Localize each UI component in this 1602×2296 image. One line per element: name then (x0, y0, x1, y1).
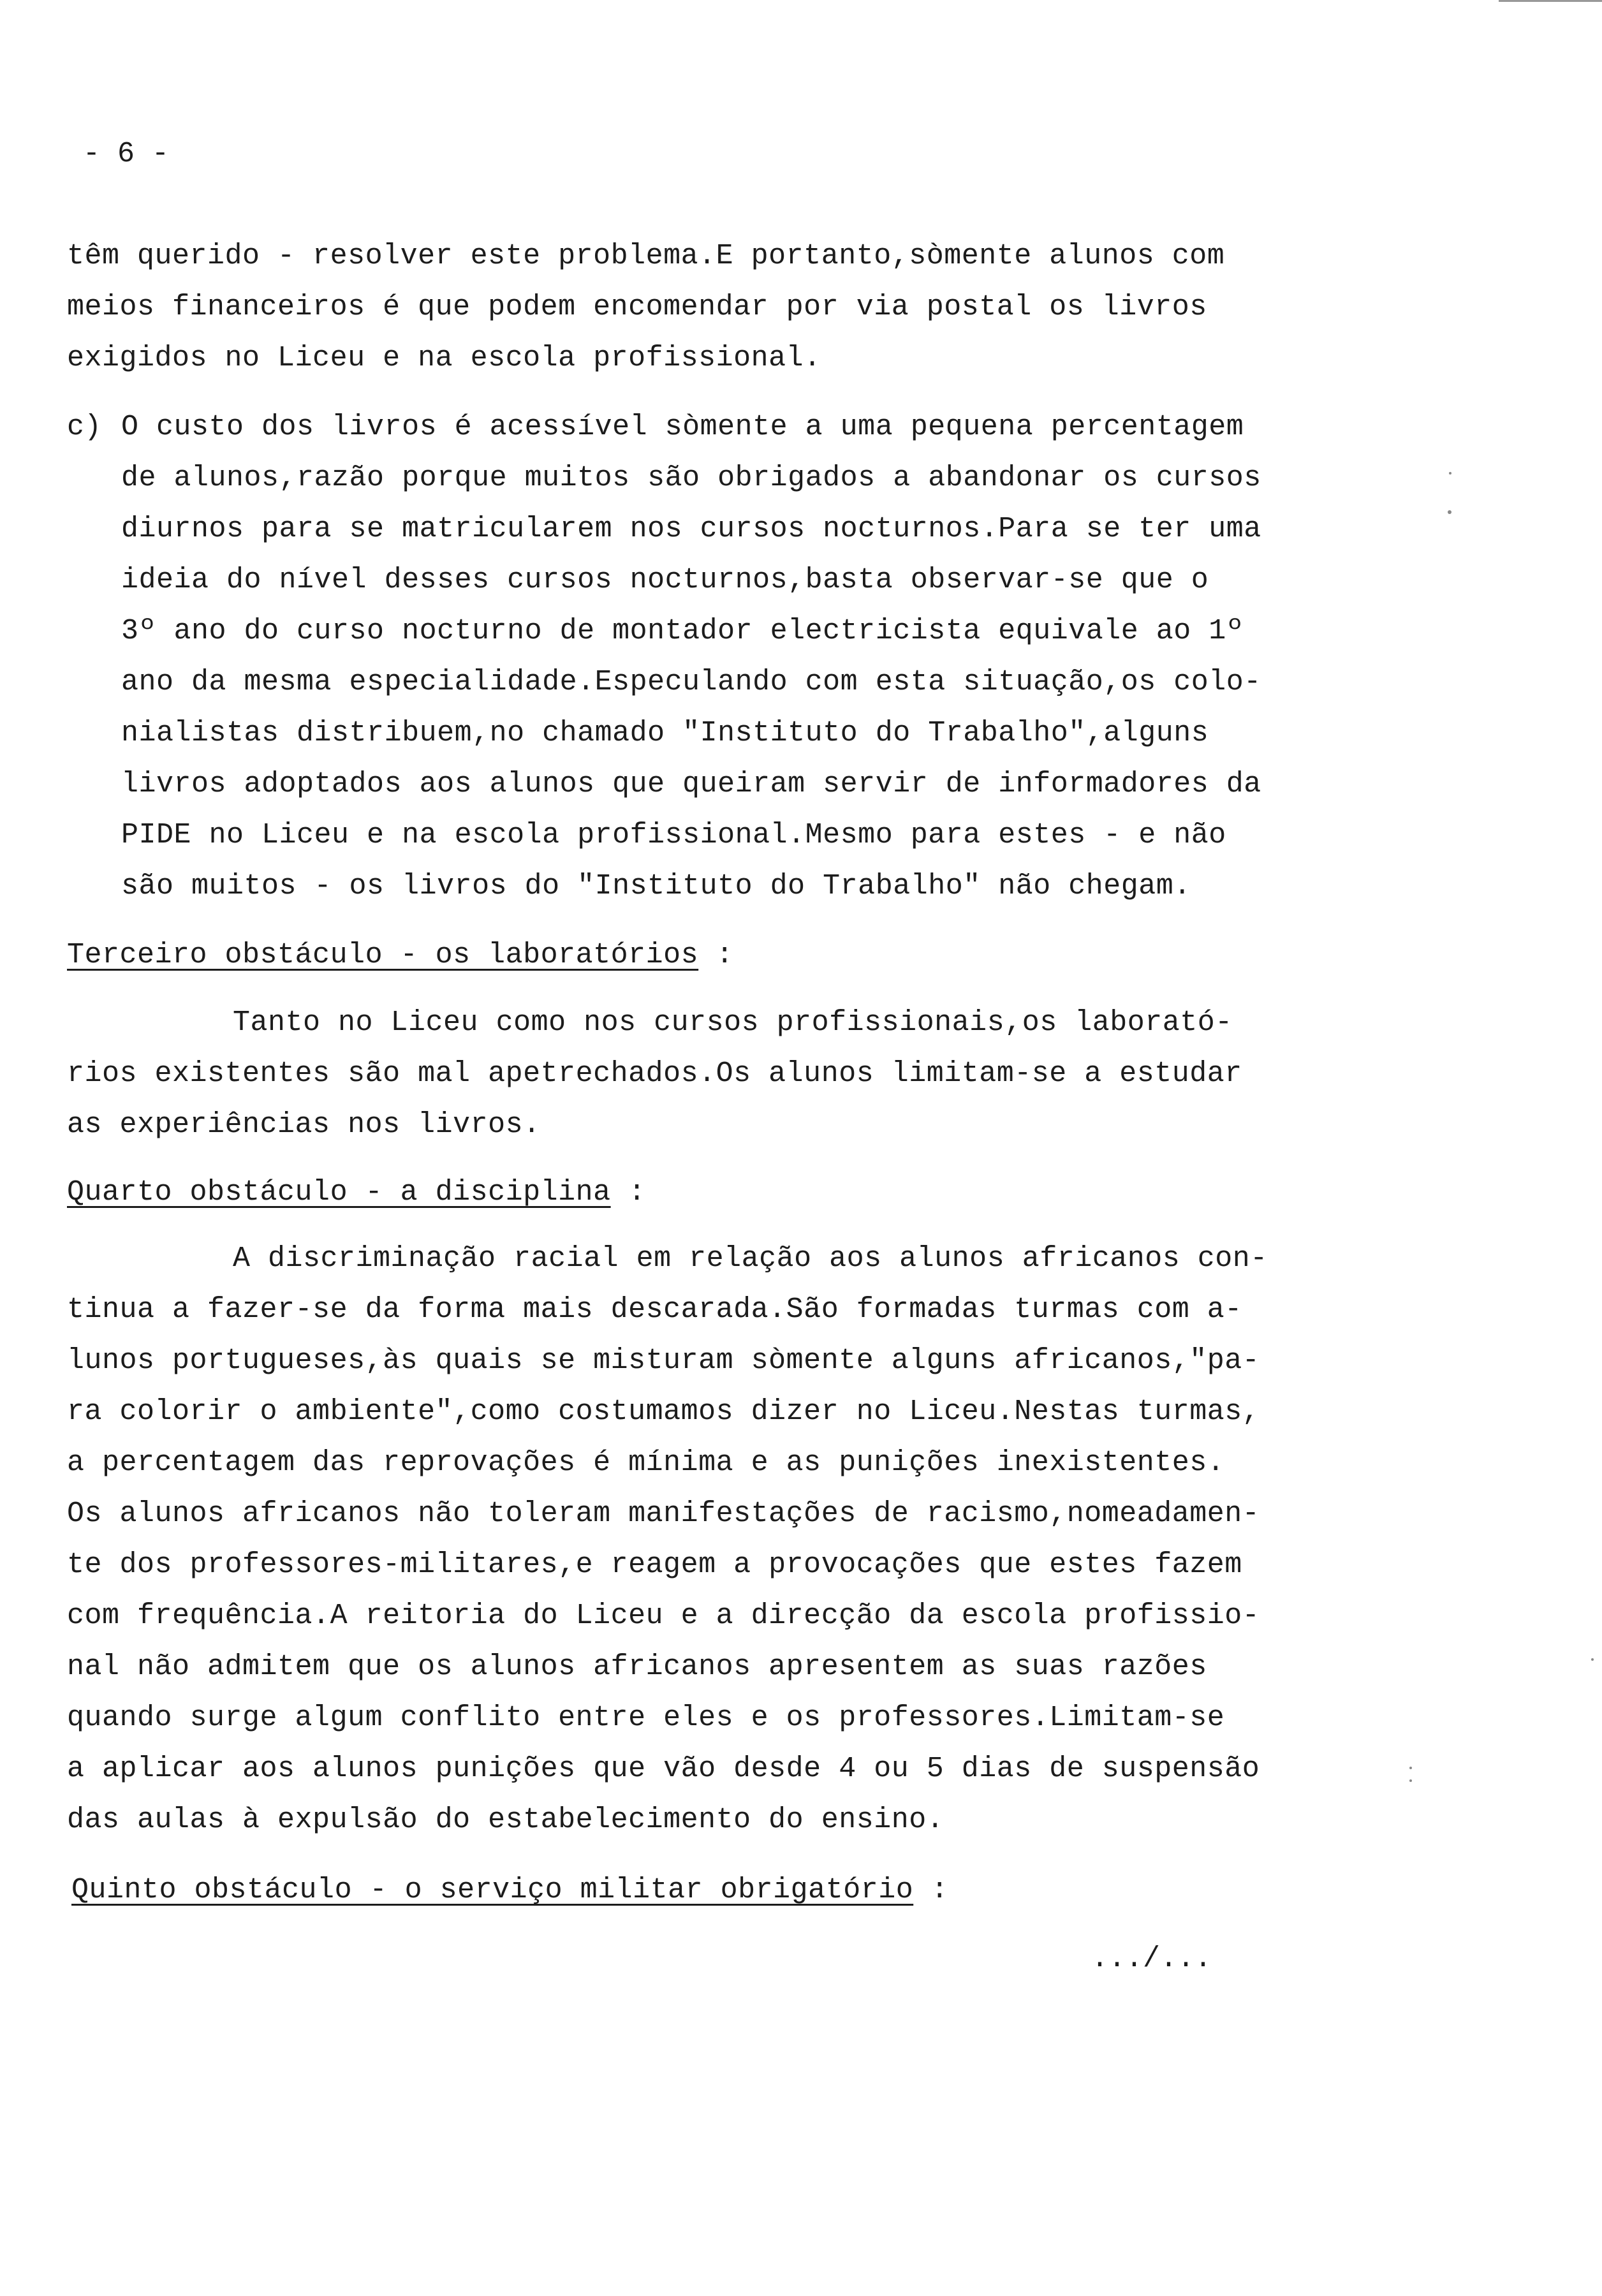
section4-line: A discriminação racial em relação aos alunos africanos con- (233, 1242, 1268, 1275)
section-heading-laboratorios (67, 936, 733, 975)
section3-line: rios existentes são mal apetrechados.Os alunos limitam-se a estudar (67, 1057, 1242, 1090)
heading-text: Quarto obstáculo - a disciplina (67, 1176, 611, 1209)
section4-line: ra colorir o ambiente",como costumamos dizer no Liceu.Nestas turmas, (67, 1395, 1260, 1428)
item-c-line: livros adoptados aos alunos que queiram servir de informadores da (121, 768, 1261, 800)
section4-line: Os alunos africanos não toleram manifestações de racismo,nomeadamen- (67, 1498, 1260, 1530)
item-c-line: são muitos - os livros do "Instituto do Trabalho" não chegam. (121, 870, 1191, 902)
section4-line: a percentagem das reprovações é mínima e as punições inexistentes. (67, 1446, 1225, 1479)
section4-line: nal não admitem que os alunos africanos apresentem as suas razões (67, 1651, 1207, 1683)
scan-speck (1448, 510, 1451, 514)
intro-line: meios financeiros é que podem encomendar por via postal os livros (67, 291, 1207, 323)
intro-line: exigidos no Liceu e na escola profissional. (67, 342, 821, 374)
section4-line: a aplicar aos alunos punições que vão desde 4 ou 5 dias de suspensão (67, 1753, 1260, 1785)
section-heading-servico-militar (71, 1871, 948, 1910)
scan-edge-mark (1499, 0, 1602, 2)
section4-line: quando surge algum conflito entre eles e os professores.Limitam-se (67, 1702, 1225, 1734)
item-c-line: nialistas distribuem,no chamado "Instituto do Trabalho",alguns (121, 717, 1209, 749)
section4-line: te dos professores-militares,e reagem a provocações que estes fazem (67, 1549, 1242, 1581)
section-heading-disciplina (67, 1174, 646, 1212)
section4-line: das aulas à expulsão do estabelecimento do ensino. (67, 1804, 944, 1836)
scan-speck (1409, 1767, 1412, 1769)
item-c-line: ideia do nível desses cursos nocturnos,basta observar-se que o (121, 564, 1209, 596)
item-c-line: 3º ano do curso nocturno de montador electricista equivale ao 1º (121, 615, 1244, 647)
heading-colon: : (628, 1176, 646, 1209)
heading-colon: : (930, 1874, 949, 1906)
scan-speck (1409, 1779, 1412, 1782)
section3-line: Tanto no Liceu como nos cursos profissionais,os laborató- (233, 1006, 1233, 1039)
section4-line: lunos portugueses,às quais se misturam sòmente alguns africanos,"pa- (67, 1344, 1260, 1377)
continuation-mark: .../... (1091, 1943, 1212, 1975)
section4-line: tinua a fazer-se da forma mais descarada.São formadas turmas com a- (67, 1293, 1242, 1326)
section4-line: com frequência.A reitoria do Liceu e a direcção da escola profissio- (67, 1600, 1260, 1632)
item-c-line: ano da mesma especialidade.Especulando com esta situação,os colo- (121, 666, 1261, 698)
item-c-line: PIDE no Liceu e na escola profissional.Mesmo para estes - e não (121, 819, 1226, 851)
section3-line: as experiências nos livros. (67, 1108, 541, 1141)
item-c-line: O custo dos livros é acessível sòmente a uma pequena percentagem (121, 411, 1244, 443)
scan-speck (1591, 1658, 1594, 1661)
list-marker-c: c) (67, 411, 102, 443)
intro-line: têm querido - resolver este problema.E portanto,sòmente alunos com (67, 240, 1225, 272)
heading-text: Quinto obstáculo - o serviço militar obrigatório (71, 1874, 914, 1906)
scan-speck (1449, 472, 1451, 475)
item-c-line: diurnos para se matricularem nos cursos nocturnos.Para se ter uma (121, 513, 1261, 545)
item-c-line: de alunos,razão porque muitos são obrigados a abandonar os cursos (121, 462, 1261, 494)
heading-text: Terceiro obstáculo - os laboratórios (67, 939, 699, 971)
page-number: - 6 - (83, 138, 170, 170)
heading-colon: : (716, 939, 734, 971)
